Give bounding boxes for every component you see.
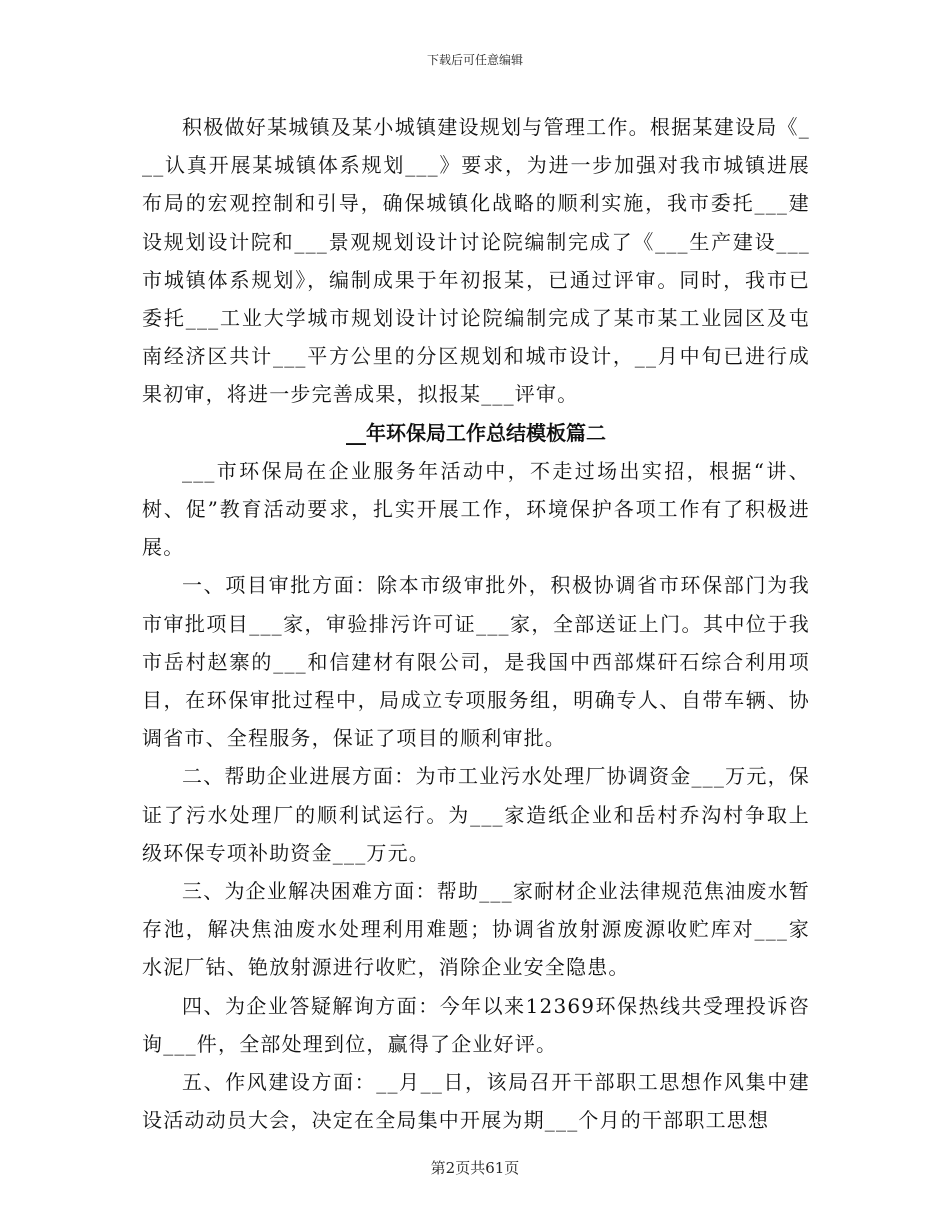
paragraph: 三、为企业解决困难方面：帮助___家耐材企业法律规范焦油废水暂存池，解决焦油废水处理利用难题；协调省放射源废源收贮库对___家水泥厂钴、铯放射源进行收贮，消除企业安全隐患。 — [142, 879, 810, 980]
page-footer: 第2页共61页 — [430, 1159, 520, 1177]
paragraph: ___市环保局在企业服务年活动中，不走过场出实招，根据“讲、树、促”教育活动要求，扎实开展工作，环境保护各项工作有了积极进展。 — [142, 458, 810, 560]
paragraph: 二、帮助企业进展方面：为市工业污水处理厂协调资金___万元，保证了污水处理厂的顺利试运行。为___家造纸企业和岳村乔沟村争取上级环保专项补助资金___万元。 — [142, 764, 810, 865]
document-body — [142, 108, 810, 1139]
page-header: 下载后可任意编辑 — [426, 53, 523, 67]
section-title: __年环保局工作总结模板篇二 — [346, 420, 606, 445]
paragraph: 四、为企业答疑解询方面：今年以来12369环保热线共受理投诉咨询___件，全部处理到位，赢得了企业好评。 — [142, 993, 810, 1056]
paragraph: 五、作风建设方面：__月__日，该局召开干部职工思想作风集中建设活动动员大会，决定在全局集中开展为期___个月的干部职工思想 — [142, 1070, 810, 1133]
paragraph: 积极做好某城镇及某小城镇建设规划与管理工作。根据某建设局《___认真开展某城镇体系规划___》要求，为进一步加强对我市城镇进展布局的宏观控制和引导，确保城镇化战略的顺利实施，我市委托___建设规划设计院和___景观规划设计讨论院编制完成了《___生产建设___市城镇体系规划》，编制成果于年初报某，已通过评审。同时，我市已委托___工业大学城市规划设计讨论院编制完成了某市某工业园区及屯南经济区共计___平方公里的分区规划和城市设计，__月中旬已进行成果初审，将进一步完善成果，拟报某___评审。 — [142, 115, 810, 407]
paragraph: 一、项目审批方面：除本市级审批外，积极协调省市环保部门为我市审批项目___家，审验排污许可证___家，全部送证上门。其中位于我市岳村赵寨的___和信建材有限公司，是我国中西部煤矸石综合利用项目，在环保审批过程中，局成立专项服务组，明确专人、自带车辆、协调省市、全程服务，保证了项目的顺利审批。 — [142, 573, 810, 751]
